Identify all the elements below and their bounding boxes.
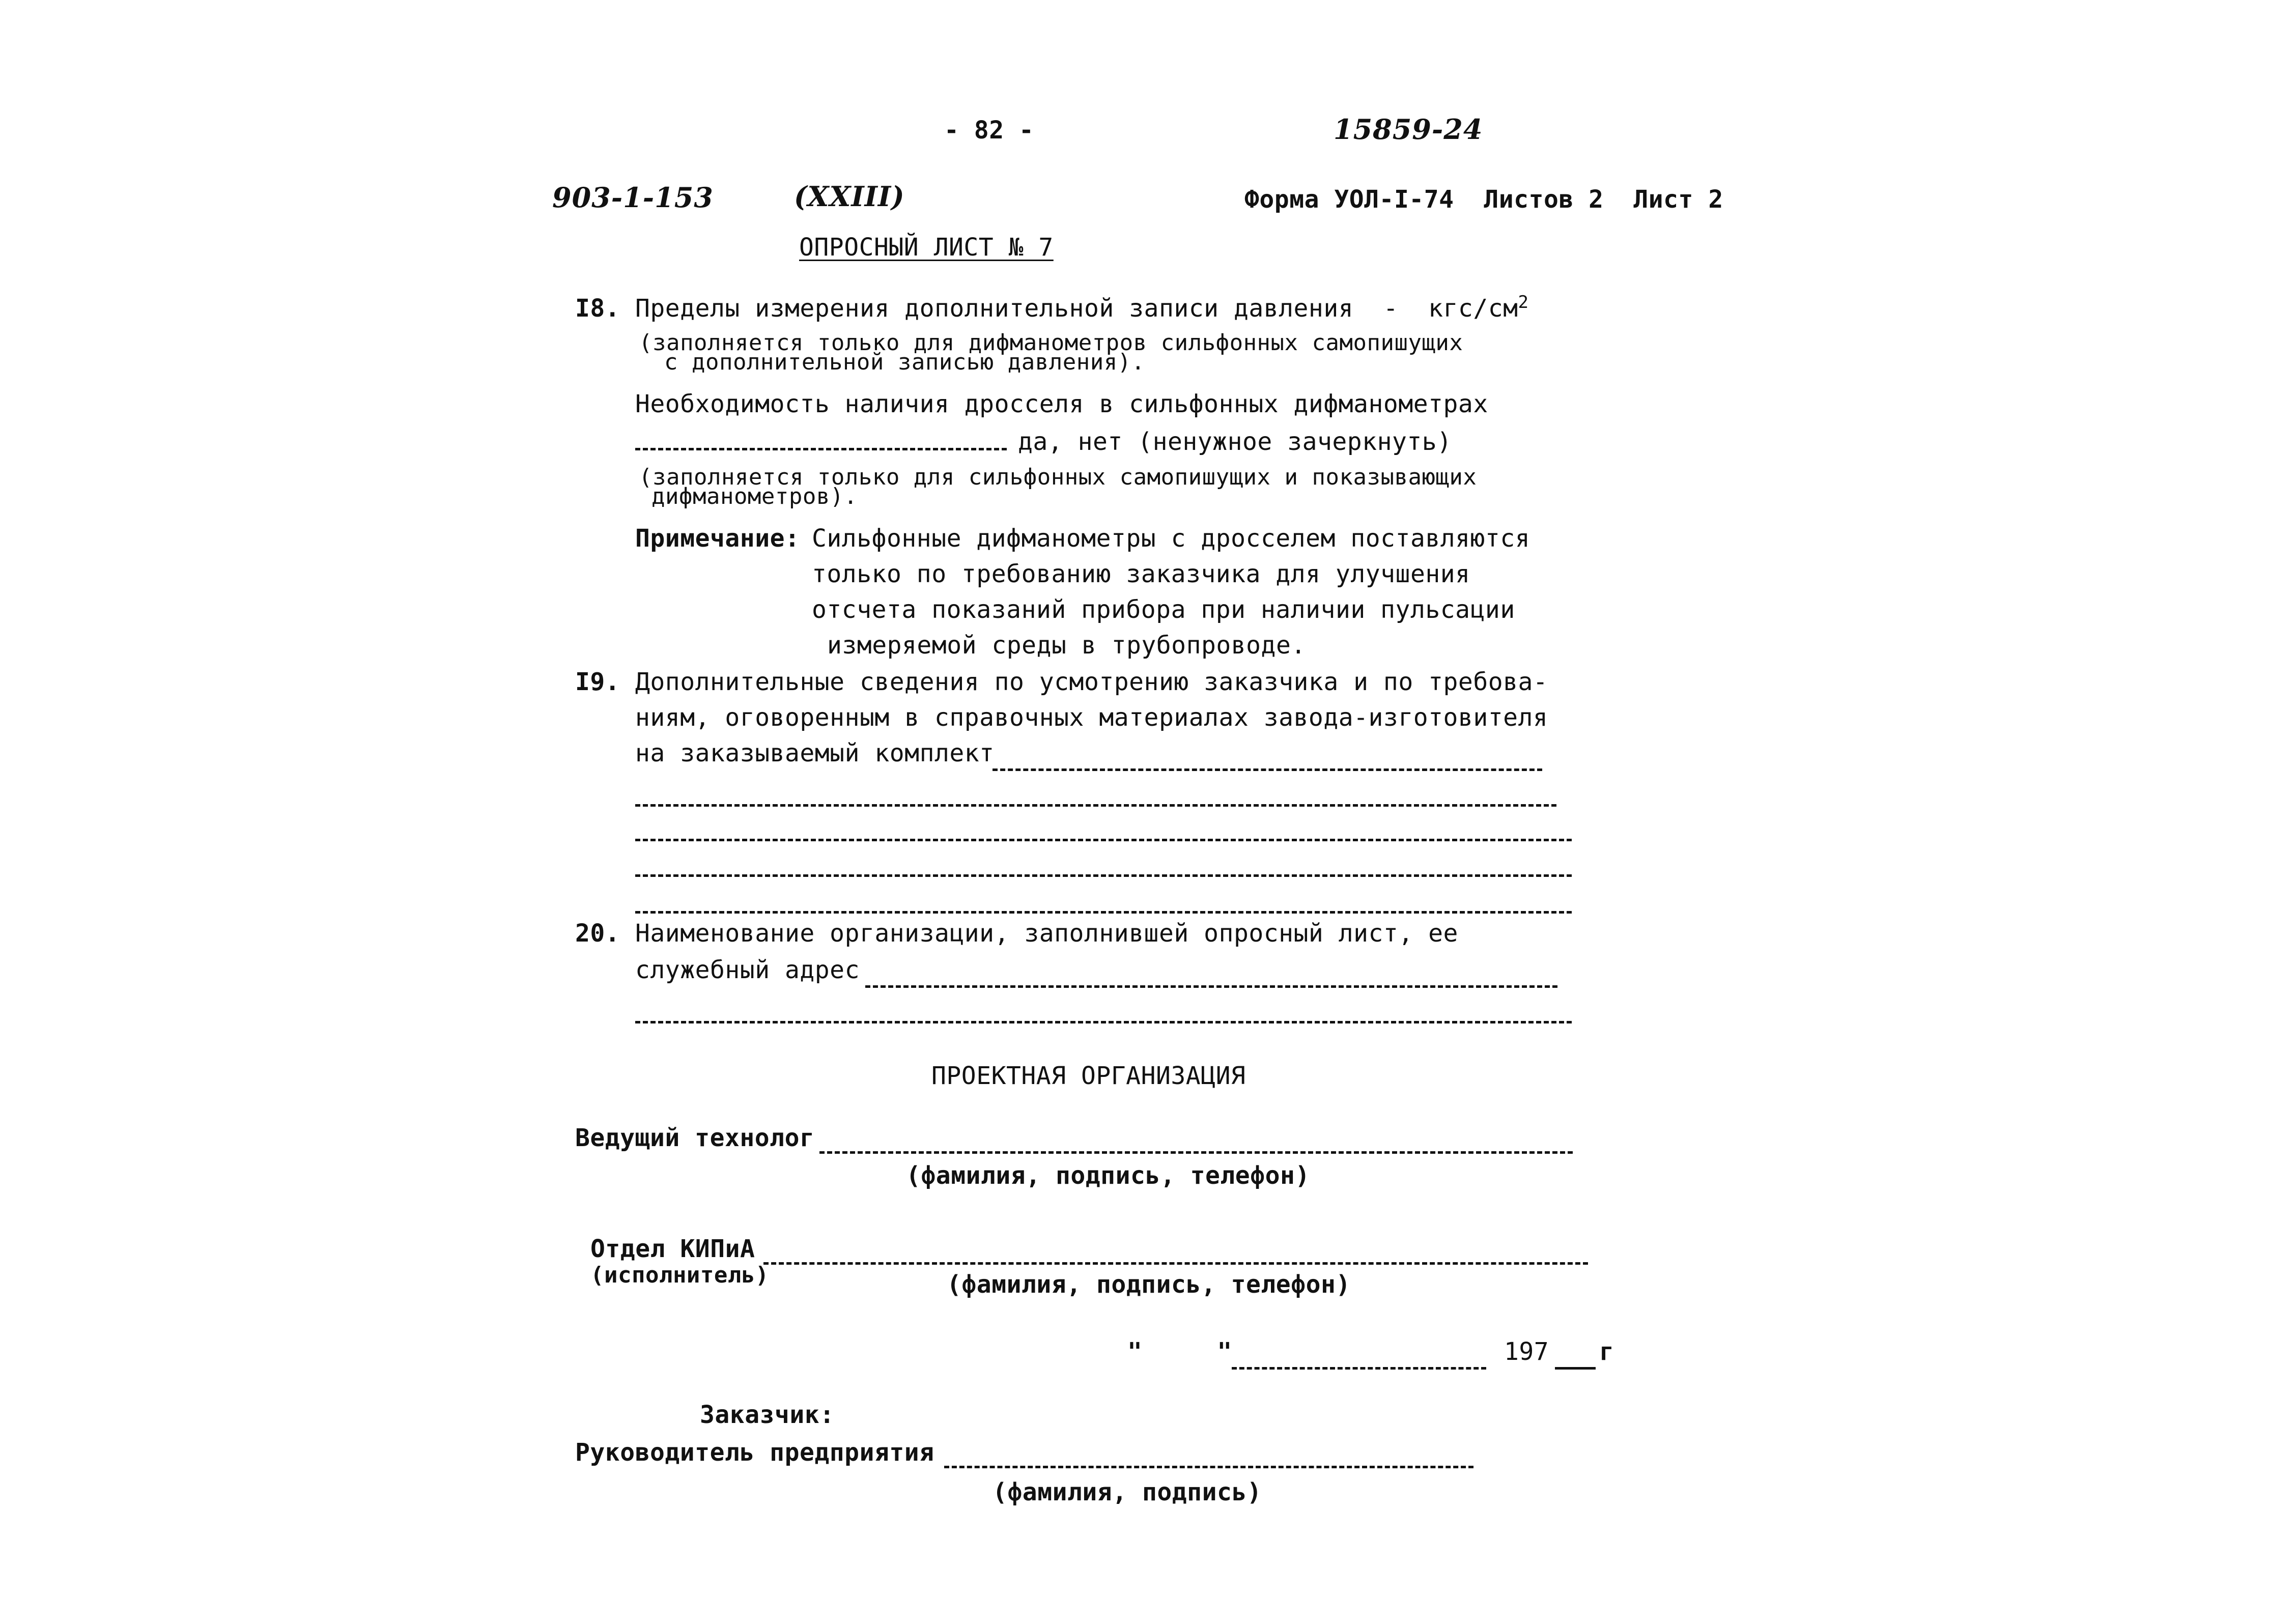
item-20-answer-line-2[interactable] <box>635 1021 1572 1023</box>
item-19-number: I9. <box>575 668 620 696</box>
item-18-throttle-question: Необходимость наличия дросселя в сильфонных дифманометрах <box>635 390 1488 418</box>
document-code: 15859-24 <box>1334 113 1483 146</box>
project-code: 903-1-153 <box>552 181 714 214</box>
remark-line2: только по требованию заказчика для улучшения <box>812 560 1470 588</box>
enterprise-head-line[interactable] <box>944 1466 1473 1468</box>
date-quotes: " " <box>1127 1337 1232 1366</box>
item-19-answer-line-3[interactable] <box>635 839 1572 841</box>
enterprise-head-hint: (фамилия, подпись) <box>993 1478 1262 1506</box>
unit-superscript: 2 <box>1518 292 1529 312</box>
item-19-line2: ниям, оговоренным в справочных материалах завода-изготовителя <box>635 703 1548 732</box>
project-org-heading: ПРОЕКТНАЯ ОРГАНИЗАЦИЯ <box>931 1062 1246 1090</box>
dept-kipia-hint: (фамилия, подпись, телефон) <box>947 1270 1351 1299</box>
item-19-answer-line-1[interactable] <box>993 768 1542 771</box>
enterprise-head-label: Руководитель предприятия <box>575 1438 934 1467</box>
item-18-note1-line1: (заполняется только для дифманометров сильфонных самопишущих <box>639 330 1463 356</box>
lead-technologist-line[interactable] <box>819 1151 1573 1154</box>
date-year-prefix: 197 <box>1504 1337 1549 1366</box>
dept-executor-label: (исполнитель) <box>590 1262 769 1288</box>
customer-heading: Заказчик: <box>700 1401 835 1429</box>
date-year-line[interactable] <box>1555 1367 1596 1370</box>
form-info: Форма УОЛ-I-74 Листов 2 Лист 2 <box>1244 185 1723 214</box>
dept-kipia-line[interactable] <box>763 1262 1588 1265</box>
item-20-answer-line-1[interactable] <box>865 985 1557 988</box>
page-number: - 82 - <box>944 116 1034 145</box>
item-18-line1: Пределы измерения дополнительной записи давления - кгс/см <box>635 294 1518 323</box>
item-18-note2-line1: (заполняется только для сильфонных самопишущих и показывающих <box>639 464 1477 490</box>
throttle-answer-options: да, нет (ненужное зачеркнуть) <box>1018 428 1452 456</box>
remark-line1: Сильфонные дифманометры с дросселем поставляются <box>812 524 1530 553</box>
throttle-answer-line[interactable] <box>635 448 1007 450</box>
item-19-line3: на заказываемый комплект <box>635 739 995 767</box>
item-19-answer-line-4[interactable] <box>635 874 1572 877</box>
item-19-answer-line-5[interactable] <box>635 911 1572 914</box>
date-day-month-line[interactable] <box>1232 1367 1486 1370</box>
item-18-number: I8. <box>575 294 620 323</box>
remark-label: Примечание: <box>635 524 800 553</box>
item-18-text <box>635 294 1529 323</box>
item-19-line1: Дополнительные сведения по усмотрению заказчика и по требова- <box>635 668 1548 696</box>
item-18-note1-line2: с дополнительной записью давления). <box>664 349 1145 375</box>
document-title: ОПРОСНЫЙ ЛИСТ № 7 <box>799 233 1054 262</box>
lead-technologist-hint: (фамилия, подпись, телефон) <box>906 1161 1310 1190</box>
remark-line4: измеряемой среды в трубопроводе. <box>827 631 1306 660</box>
item-20-line2: служебный адрес <box>635 956 860 984</box>
lead-technologist-label: Ведущий технолог <box>575 1124 815 1152</box>
dept-kipia-label: Отдел КИПиА <box>590 1235 755 1263</box>
item-20-line1: Наименование организации, заполнившей опросный лист, ее <box>635 919 1458 948</box>
volume-number: (XXIII) <box>794 180 905 213</box>
item-19-answer-line-2[interactable] <box>635 804 1556 807</box>
date-year-suffix: г <box>1599 1337 1614 1366</box>
item-20-number: 20. <box>575 919 620 948</box>
remark-line3: отсчета показаний прибора при наличии пульсации <box>812 595 1515 624</box>
item-18-note2-line2: дифманометров). <box>651 483 858 509</box>
